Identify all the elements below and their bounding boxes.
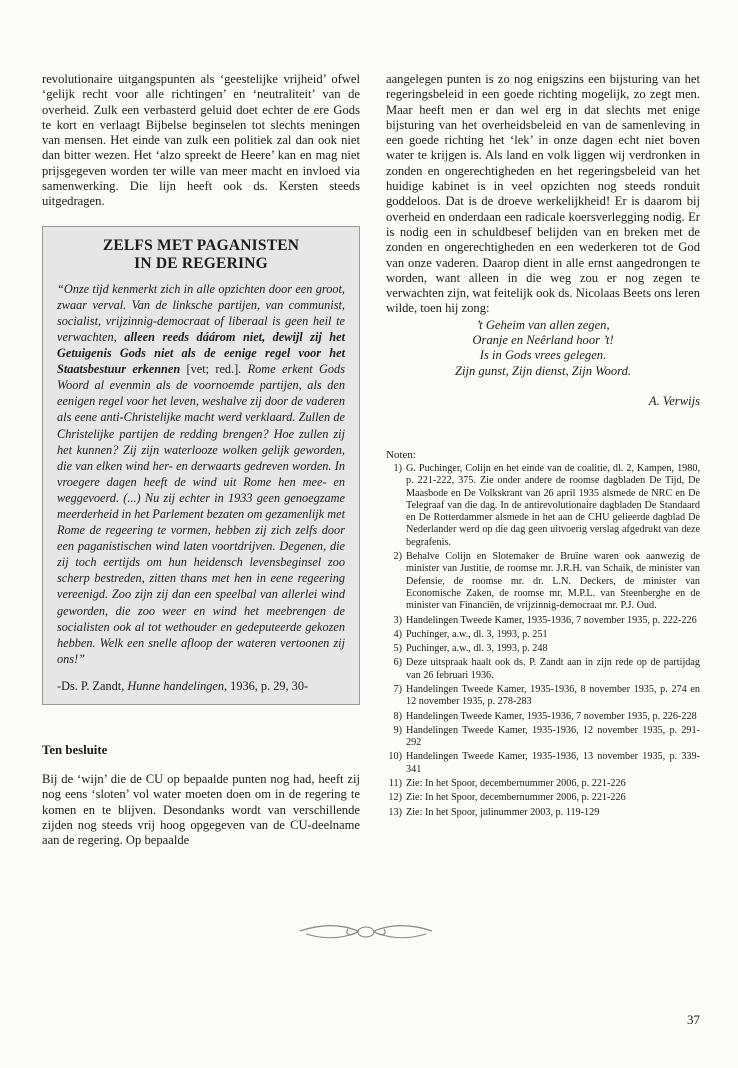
quote-text (57, 281, 345, 667)
right-paragraph-1: aangelegen punten is zo nog enigszins een bijsturing van het regeringsbeleid in een goede richting mogelijk, zo zegt men. Maar heeft men er dan wel erg in dat slechts met enige bijsturing van het overheidsbeleid en van de samenleving in een goede richting het ‘lek’ in onze dagen echt niet boven water te krijgen is. Als land en volk liggen wij verdronken in zonden en ongerechtigheden en het regeringsbeleid van het huidige kabinet is in veel opzichten nog steeds ronduit goddeloos. Dat is de droeve werkelijkheid! Er is daarom bij overheid en onderdaan een radicale koersverlegging nodig. Er is nodig een in schuldbesef belijden van en breken met de zonden en ongerechtigheden en een wederkeren tot de God van onze vaderen. Daarop dient in alle ernst aangedrongen te worden, want alleen in die weg zou er nog zegen te verwachten zijn, wat feitelijk ook ds. Nicolaas Beets ons leren wilde, toen hij zong: (386, 72, 700, 316)
note-item (386, 751, 700, 776)
note-text: Handelingen Tweede Kamer, 1935-1936, 13 november 1935, p. 339-341 (406, 751, 700, 775)
notes-list (386, 463, 700, 819)
quote-title-line-2: IN DE REGERING (134, 254, 268, 272)
quote-editor-note: [vet; red.] (180, 362, 239, 377)
note-number: 12) (388, 792, 402, 804)
note-text: Handelingen Tweede Kamer, 1935-1936, 7 november 1935, p. 226-228 (406, 710, 697, 722)
note-number: 8) (393, 710, 402, 722)
quote-part-1: “Onze tijd kenmerkt zich in alle opzichten door een groot, zwaar verval. Van de linksche partijen, van communist, socialist, vrijzinnig-democraat of liberaal is geen heil te verwachten, (57, 281, 345, 344)
quote-bold: alleen reeds dáárom niet, dewijl zij het Getuigenis Gods niet als de eenige regel voor het Staatsbestuur erkennen (57, 329, 345, 377)
note-number: 9) (393, 724, 402, 736)
note-number: 5) (393, 643, 402, 655)
note-text: Zie: In het Spoor, decembernummer 2006, p. 221-226 (406, 778, 626, 790)
quote-box (42, 226, 360, 705)
left-paragraph-2: Bij de ‘wijn’ die de CU op bepaalde punten nog had, heeft zij nog eens ‘sloten’ vol water moeten doen om in de regering te komen en te blijven. Desondanks wordt van verschillende zijden nog steeds vrij hoog opgegeven van de CU-deelname aan de regering. Op bepaalde (42, 771, 360, 848)
note-text: Zie: In het Spoor, julinummer 2003, p. 119-129 (406, 806, 600, 818)
note-text: Handelingen Tweede Kamer, 1935-1936, 8 november 1935, p. 274 en 12 november 1935, p. 278-283 (406, 683, 700, 708)
note-number: 11) (388, 778, 402, 790)
decorative-ornament-icon (296, 916, 436, 946)
poem-line: Is in Gods vrees gelegen. (479, 348, 607, 363)
poem (386, 318, 700, 379)
quote-source-title: Hunne handelingen (127, 678, 225, 693)
poem-line: Zijn gunst, Zijn dienst, Zijn Woord. (454, 363, 632, 378)
section-heading: Ten besluite (42, 742, 108, 757)
note-text: Puchinger, a.w., dl. 3, 1993, p. 251 (406, 628, 548, 640)
note-item (386, 615, 700, 627)
author: A. Verwijs (648, 393, 700, 408)
note-number: 10) (388, 751, 402, 763)
note-text: Deze uitspraak haalt ook ds. P. Zandt aan in zijn rede op de partijdag van 26 februari 1936. (406, 657, 700, 681)
note-item (386, 711, 700, 723)
quote-title (57, 237, 345, 273)
note-text: Handelingen Tweede Kamer, 1935-1936, 12 november 1935, p. 291-292 (406, 724, 700, 749)
note-number: 3) (393, 614, 402, 626)
note-item (386, 684, 700, 709)
quote-source (57, 679, 345, 694)
note-item (386, 643, 700, 655)
note-text: Behalve Colijn en Slotemaker de Bruïne waren ook aanwezig de minister van Justitie, de roomse mr. J.R.H. van Schaik, de minister van Defensie, de roomse mr. dr. L.N. Deckers, de minister van Economische Zaken, de roomse mr. M.P.L. van Steenberghe en de minister van Financiën, de vrijzinnig-democraat mr. P.J. Oud. (406, 551, 700, 612)
note-item (386, 629, 700, 641)
note-number: 1) (393, 462, 402, 474)
note-item (386, 657, 700, 682)
note-item (386, 551, 700, 612)
right-column (386, 72, 700, 821)
note-number: 4) (393, 628, 402, 640)
note-text: Puchinger, a.w., dl. 3, 1993, p. 248 (406, 643, 548, 655)
notes-heading: Noten: (386, 448, 416, 461)
left-paragraph-1: revolutionaire uitgangspunten als ‘geestelijke vrijheid’ ofwel ‘gelijk recht voor alle richtingen’ en ‘neutraliteit’ van de overheid. Zulk een verbasterd geluid doet echter de ere Gods te kort en verlaagt Bijbelse beginselen tot slechts meningen van mensen. Het einde van zulk een politiek zal dan ook niet dan bitter wezen. Het ‘alzo spreekt de Heere’ kan en mag niet prijsgegeven worden ter wille van meer macht en invloed via samenwerking. Die lijn heeft ook ds. Kersten steeds uitgedragen. (42, 72, 360, 209)
note-item (386, 778, 700, 790)
quote-source-prefix: -Ds. P. Zandt, (57, 678, 128, 693)
note-text: Handelingen Tweede Kamer, 1935-1936, 7 november 1935, p. 222-226 (406, 614, 697, 626)
poem-line: ’t Geheim van allen zegen, (476, 317, 610, 332)
note-number: 13) (388, 806, 402, 818)
note-number: 7) (393, 683, 402, 695)
left-column (42, 72, 360, 848)
note-number: 2) (393, 551, 402, 563)
quote-source-suffix: , 1936, p. 29, 30- (224, 678, 309, 693)
note-number: 6) (393, 657, 402, 669)
page-number: 37 (687, 1012, 700, 1027)
note-text: Zie: In het Spoor, decembernummer 2006, p. 221-226 (406, 792, 626, 804)
note-item (386, 725, 700, 750)
poem-line: Oranje en Neêrland hoor ’t! (472, 333, 614, 348)
note-text: G. Puchinger, Colijn en het einde van de coalitie, dl. 2, Kampen, 1980, p. 221-222, 375. Zie onder andere de roomse dagbladen De Tijd, De Maasbode en De Volkskrant van 26 april 1935 alsmede de NRC en De Telegraaf van die dag. In de antirevolutionaire dagbladen De Standaard en De Rotterdammer alsmede in het aan de CHU gelieerde dagblad De Nederlander werd op die dag geen uitvoerig verslag afgedrukt van deze begrafenis. (406, 462, 700, 548)
quote-title-line-1: ZELFS MET PAGANISTEN (102, 236, 300, 254)
note-item (386, 807, 700, 819)
note-item (386, 463, 700, 549)
quote-part-2: . Rome erkent Gods Woord al evenmin als de voornoemde partijen, als den eenigen regel voor het leven, weshalve zij door de vaderen als eene anti-Christelijke macht werd verklaard. Zullen de Christelijke partijen de redding brengen? Hoe zullen zij het kunnen? Zij zijn waterlooze wolken gelijk geworden, die van elken wind her- en derwaarts gedreven worden. In vroegere dagen heeft de wind uit Rome hen mee- en weggevoerd. (...) Nu zij echter in 1933 geen genoegzame meerderheid in het Parlement bezaten om gezamenlijk met Rome de regeering te vormen, hebben zij zich zelfs door een paganistischen wind laten voortdrijven. Degenen, die zij toch eertijds om hun heidensch levensbeginsel zoo scherp bestreden, zitten thans met hen in eene regeering vereenigd. Zoo zijn zij dan een speelbal van allerlei wind geworden, die zoo weer en wind het meebrengen de socialisten ook al tot wethouder en gedeputeerde gekozen hebben. Welk een snelle afloop der wateren vertoonen zij ons!” (57, 362, 345, 666)
note-item (386, 792, 700, 804)
